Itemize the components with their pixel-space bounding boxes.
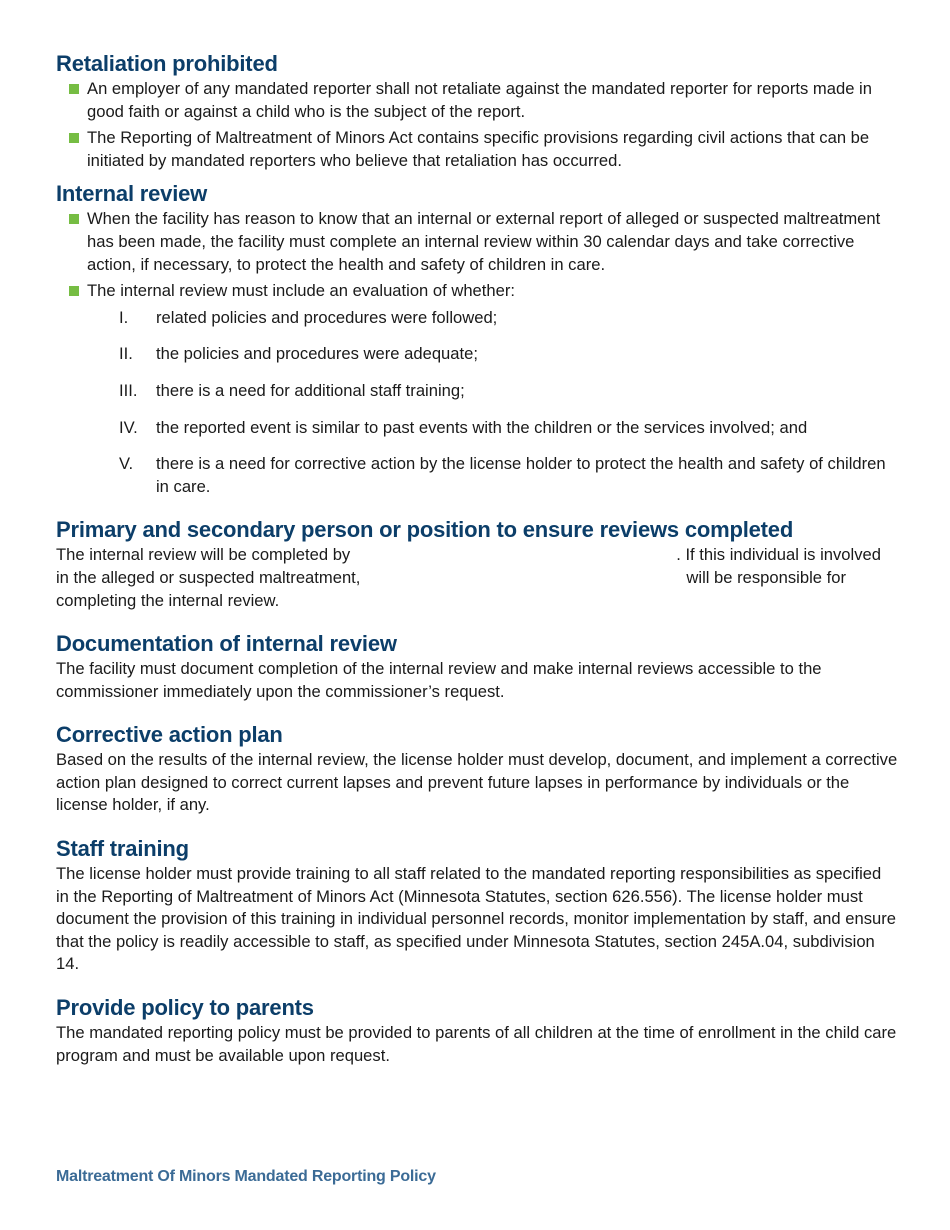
section-paragraph: Based on the results of the internal review, the license holder must develop, document, and implement a corrective action plan designed to correct current lapses and prevent future lapses in performance by individuals or the license holder, if any. bbox=[56, 750, 898, 815]
list-item: IV. the reported event is similar to past events with the children or the services involved; and bbox=[119, 417, 808, 437]
section-heading: Primary and secondary person or position to ensure reviews completed bbox=[56, 517, 794, 543]
corrective-action-section bbox=[56, 721, 898, 817]
staff-training-section bbox=[56, 835, 898, 976]
parents-section bbox=[56, 994, 898, 1067]
page-footer: Maltreatment Of Minors Mandated Reporting Policy bbox=[56, 1168, 436, 1185]
list-item: II. the policies and procedures were adequate; bbox=[119, 344, 478, 364]
section-heading: Retaliation prohibited bbox=[56, 51, 278, 76]
section-paragraph: The license holder must provide training to all staff related to the mandated reporting responsibilities as specified in the Reporting of Maltreatment of Minors Act (Minnesota Statutes, section 626.556). The license holder must document the provision of this training in individual personnel records, monitor implementation by staff, and ensure that the policy is readily accessible to staff, as specified under Minnesota Statutes, section 245A.04, subdivision 14. bbox=[56, 864, 896, 974]
document-page bbox=[56, 50, 898, 1067]
list-item: I. related policies and procedures were followed; bbox=[119, 307, 498, 327]
bullet-item: When the facility has reason to know that an internal or external report of alleged or suspected maltreatment has been made, the facility must complete an internal review within 30 calendar days and take corrective action, if necessary, to protect the health and safety of children in care. bbox=[56, 208, 898, 276]
bullet-list bbox=[56, 208, 898, 498]
section-heading: Staff training bbox=[56, 836, 189, 862]
bullet-item: The Reporting of Maltreatment of Minors Act contains specific provisions regarding civil actions that can be initiated by mandated reporters who believe that retaliation has occurred. bbox=[56, 127, 898, 172]
list-item: V. there is a need for corrective action by the license holder to protect the health and safety of children in care. bbox=[119, 454, 886, 496]
roman-numeral-list bbox=[87, 307, 898, 499]
square-bullet-icon bbox=[69, 133, 79, 143]
square-bullet-icon bbox=[69, 214, 79, 224]
list-item: III. there is a need for additional staff training; bbox=[119, 380, 465, 400]
bullet-list bbox=[56, 78, 898, 172]
bullet-item: An employer of any mandated reporter shall not retaliate against the mandated reporter for reports made in good faith or against a child who is the subject of the report. bbox=[56, 78, 898, 123]
section-heading: Internal review bbox=[56, 181, 208, 207]
internal-review-section bbox=[56, 180, 898, 498]
documentation-section bbox=[56, 630, 898, 703]
section-paragraph: The mandated reporting policy must be provided to parents of all children at the time of enrollment in the child care program and must be available upon request. bbox=[56, 1023, 897, 1065]
section-paragraph: The facility must document completion of the internal review and make internal reviews accessible to the commissioner immediately upon the commissioner’s request. bbox=[56, 659, 822, 701]
square-bullet-icon bbox=[69, 286, 79, 296]
bullet-item: The internal review must include an evaluation of whether: I. related policies and procedures were followed; II. the policies and procedures were adequate; III. there is a need for additional staff training; IV. the reported event is similar to past events with the children or the services involved; and V. there is a need for corrective action by the license holder to protect the health and safety of children in care. bbox=[56, 280, 898, 498]
section-heading: Provide policy to parents bbox=[56, 995, 314, 1021]
section-heading: Corrective action plan bbox=[56, 722, 283, 748]
section-heading: Documentation of internal review bbox=[56, 631, 397, 657]
retaliation-section bbox=[56, 50, 898, 172]
square-bullet-icon bbox=[69, 84, 79, 94]
primary-paragraph: The internal review will be completed by . If this individual is involved in the alleged or suspected maltreatment, will be responsible for completing the internal review. bbox=[56, 545, 881, 610]
primary-secondary-section bbox=[56, 516, 898, 612]
